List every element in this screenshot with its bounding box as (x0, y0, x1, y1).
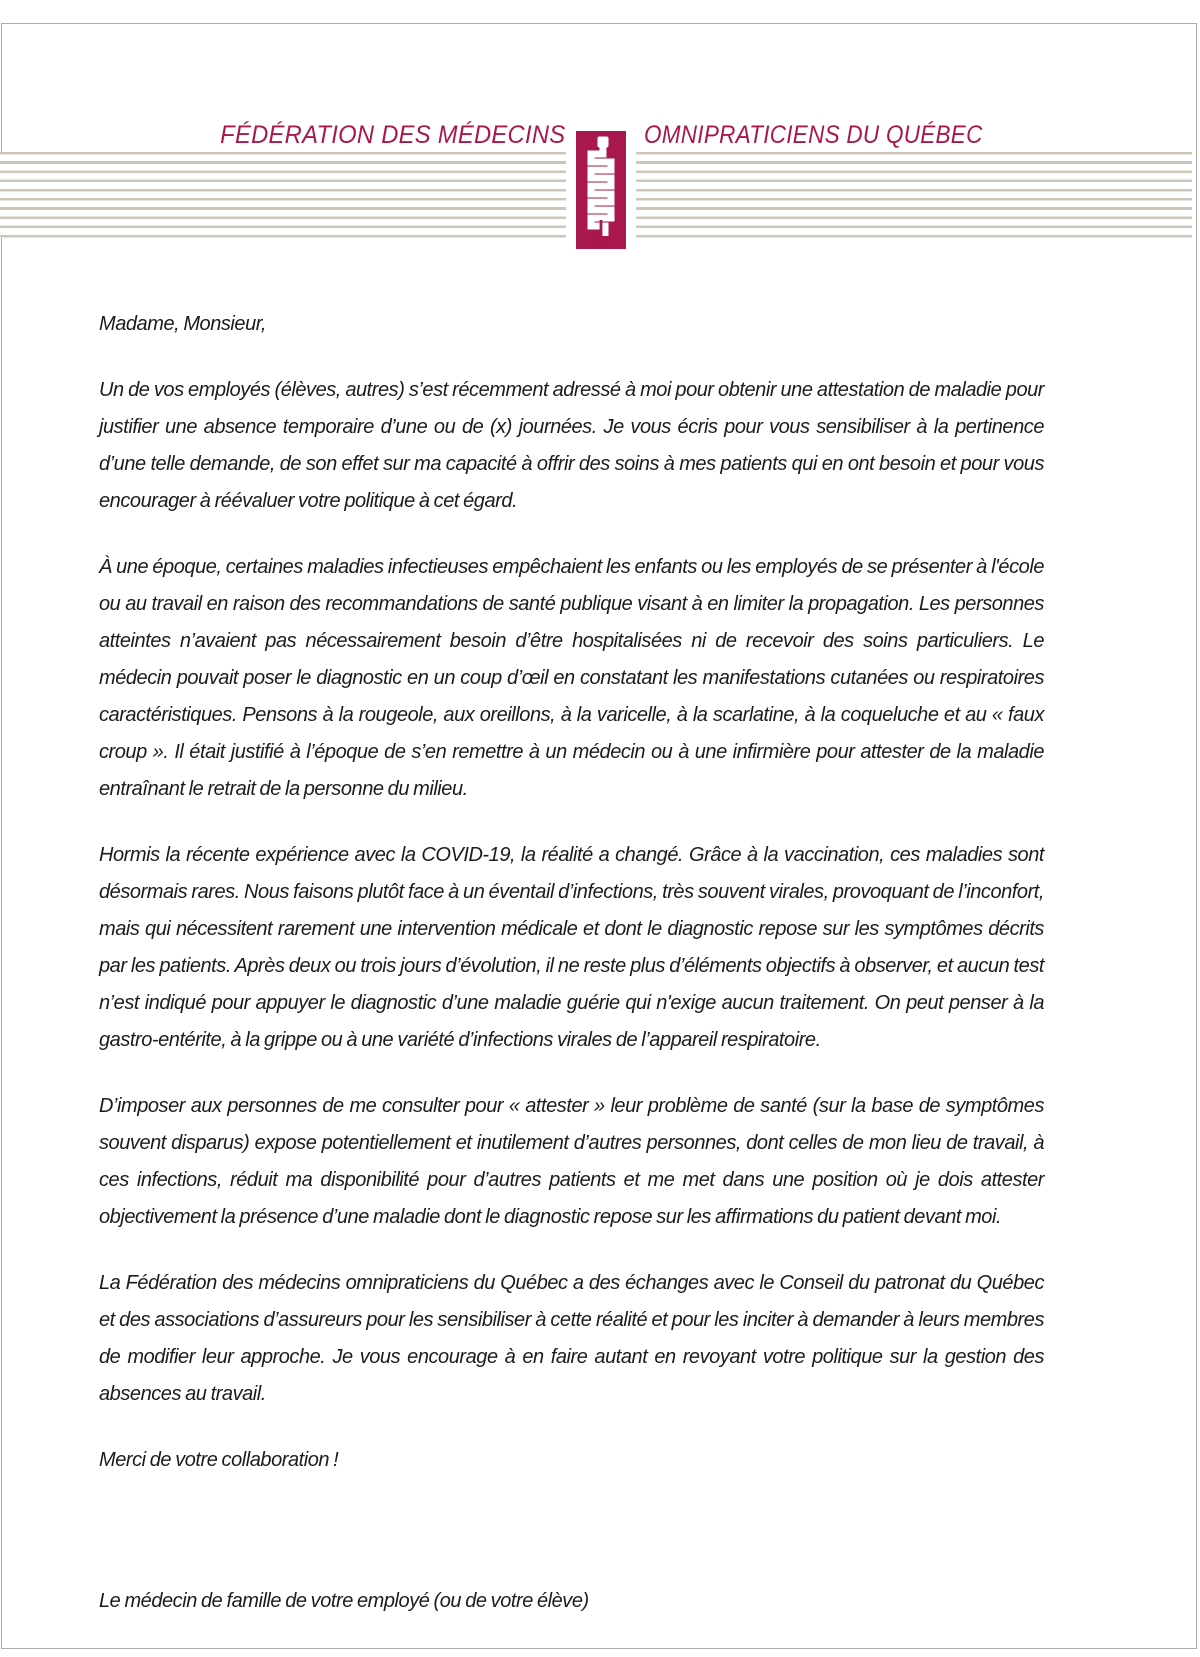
letter-paragraph: Un de vos employés (élèves, autres) s’est récemment adressé à moi pour obtenir une attestation de maladie pour justifier une absence temporaire d’une ou de (x) journées. Je vous écris pour vous sensibiliser à la pertinence d’une telle demande, de son effet sur ma capacité à offrir des soins à mes patients qui en ont besoin et pour vous encourager à réévaluer votre politique à cet égard. (99, 379, 1044, 512)
letter-paragraph: À une époque, certaines maladies infectieuses empêchaient les enfants ou les employés de se présenter à l'école ou au travail en raison des recommandations de santé publique visant à en limiter la propagation. Les personnes atteintes n’avaient pas nécessairement besoin d’être hospitalisées ni de recevoir des soins particuliers. Le médecin pouvait poser le diagnostic en un coup d’œil en constatant les manifestations cutanées ou respiratoires caractéristiques. Pensons à la rougeole, aux oreillons, à la varicelle, à la scarlatine, à la coqueluche et au « faux croup ». Il était justifié à l’époque de s’en remettre à un médecin ou à une infirmière pour attester de la maladie entraînant le retrait de la personne du milieu. (99, 556, 1044, 800)
org-name-left: FÉDÉRATION DES MÉDECINS (219, 121, 565, 149)
salutation: Madame, Monsieur, (99, 313, 266, 335)
letterhead (0, 0, 1200, 260)
rod-of-asclepius-icon (576, 131, 626, 249)
letter-paragraph: La Fédération des médecins omnipraticiens du Québec a des échanges avec le Conseil du patronat du Québec et des associations d’assureurs pour les sensibiliser à cette réalité et pour les inciter à demander à leurs membres de modifier leur approche. Je vous encourage à en faire autant en revoyant votre politique sur la gestion des absences au travail. (99, 1272, 1044, 1405)
letter-paragraph: Hormis la récente expérience avec la COVID-19, la réalité a changé. Grâce à la vaccination, ces maladies sont désormais rares. Nous faisons plutôt face à un éventail d’infections, très souvent virales, provoquant de l’inconfort, mais qui nécessitent rarement une intervention médicale et dont le diagnostic repose sur les symptômes décrits par les patients. Après deux ou trois jours d’évolution, il ne reste plus d’éléments objectifs à observer, et aucun test n’est indiqué pour appuyer le diagnostic d’une maladie guérie qui n'exige aucun traitement. On peut penser à la gastro-entérite, à la grippe ou à une variété d’infections virales de l’appareil respiratoire. (99, 844, 1044, 1051)
letter-paragraph: D’imposer aux personnes de me consulter pour « attester » leur problème de santé (sur la base de symptômes souvent disparus) expose potentiellement et inutilement d’autres personnes, dont celles de mon lieu de travail, à ces infections, réduit ma disponibilité pour d’autres patients et me met dans une position où je dois attester objectivement la présence d’une maladie dont le diagnostic repose sur les affirmations du patient devant moi. (99, 1095, 1044, 1228)
closing-line: Merci de votre collaboration ! (99, 1449, 339, 1471)
fmoq-logo (566, 126, 636, 254)
signature-line: Le médecin de famille de votre employé (ou de votre élève) (99, 1590, 589, 1612)
letter-body (99, 306, 1044, 1620)
org-name-right: OMNIPRATICIENS DU QUÉBEC (644, 121, 983, 149)
